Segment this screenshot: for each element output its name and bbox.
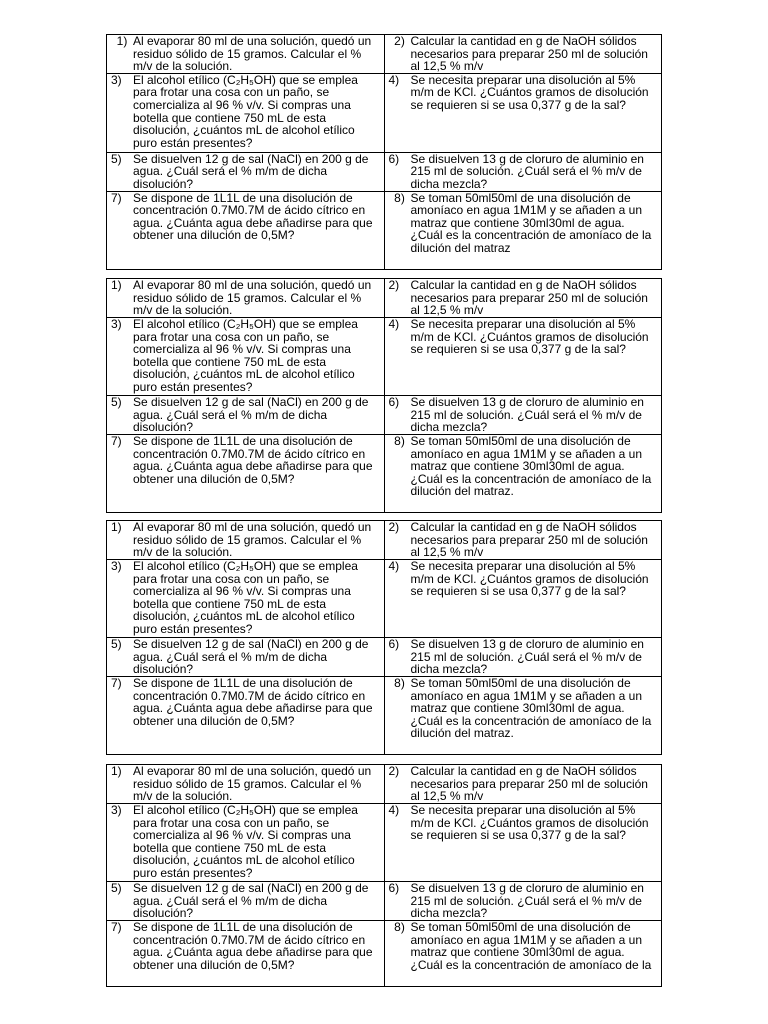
question-1-cell: [107, 521, 385, 560]
question-number: 6): [388, 881, 400, 895]
question-number: 8): [394, 191, 405, 205]
question-number: 3): [111, 803, 122, 817]
worksheet-block-1: [106, 34, 662, 270]
question-3-cell: [107, 73, 385, 152]
question-text: Se disuelven 13 g de cloruro de aluminio en 215 ml de solución. ¿Cuál será el % m/v de dicha mezcla?: [410, 152, 644, 191]
question-6-cell: [384, 882, 662, 921]
question-text: Se dispone de 1L1L de una disolución de concentración 0.7M0.7M de ácido cítrico en agua. ¿Cuánta agua debe añadirse para que obtener una dilución de 0,5M?: [133, 676, 373, 728]
question-text: Calcular la cantidad en g de NaOH sólidos necesarios para preparar 250 ml de solución al 12,5 % m/v: [410, 520, 648, 560]
question-4-cell: [384, 804, 662, 882]
question-text: Se necesita preparar una disolución al 5% m/m de KCl. ¿Cuántos gramos de disolución se requieren si se usa 0,377 g de la sal?: [410, 803, 649, 843]
worksheet-block-3: [106, 520, 662, 755]
question-text: Se necesita preparar una disolución al 5% m/m de KCl. ¿Cuántos gramos de disolución se requieren si se usa 0,377 g de la sal?: [410, 73, 649, 112]
question-number: 2): [388, 520, 400, 534]
question-text: Se toman 50ml50ml de una disolución de amoníaco en agua 1M1M y se añaden a un matraz que contiene 30ml30ml de agua. ¿Cuál es la concentración de amoníaco de la dilución del matraz.: [410, 434, 652, 499]
question-8-cell: [384, 435, 662, 513]
question-7-cell: [107, 677, 385, 755]
question-text: Se toman 50ml50ml de una disolución de amoníaco en agua 1M1M y se añaden a un matraz que contiene 30ml30ml de agua. ¿Cuál es la concentración de amoníaco de la dilución del matraz: [410, 191, 652, 255]
question-text: Se toman 50ml50ml de una disolución de amoníaco en agua 1M1M y se añaden a un matraz que contiene 30ml30ml de agua. ¿Cuál es la concentración de amoníaco de la: [410, 920, 652, 972]
question-text: Calcular la cantidad en g de NaOH sólidos necesarios para preparar 250 ml de solución al 12,5 % m/v: [410, 764, 648, 804]
question-number: 8): [394, 920, 405, 934]
question-number: 4): [388, 803, 400, 817]
question-number: 2): [388, 764, 400, 778]
question-text: Se disuelven 13 g de cloruro de aluminio en 215 ml de solución. ¿Cuál será el % m/v de dicha mezcla?: [410, 395, 644, 435]
question-text: Se necesita preparar una disolución al 5% m/m de KCl. ¿Cuántos gramos de disolución se requieren si se usa 0,377 g de la sal?: [410, 559, 649, 599]
question-number: 4): [388, 73, 400, 87]
question-number: 1): [111, 764, 122, 778]
question-number: 2): [388, 278, 400, 292]
question-text: Se disuelven 12 g de sal (NaCl) en 200 g de agua. ¿Cuál será el % m/m de dicha disolución?: [133, 881, 369, 921]
question-number: 3): [111, 559, 122, 573]
question-7-cell: [107, 921, 385, 987]
question-1-cell: [107, 35, 385, 74]
question-text: Se disuelven 13 g de cloruro de aluminio en 215 ml de solución. ¿Cuál será el % m/v de dicha mezcla?: [410, 637, 644, 677]
question-3-cell: [107, 804, 385, 882]
question-number: 8): [394, 676, 405, 690]
question-text: El alcohol etílico (C₂H₅OH) que se emplea para frotar una cosa con un paño, se comercializa al 96 % v/v. Si compras una botella que contiene 750 mL de esta disolución, ¿cuántos mL de alcohol etílico puro están presentes?: [133, 803, 358, 880]
question-text: El alcohol etílico (C₂H₅OH) que se emplea para frotar una cosa con un paño, se comercializa al 96 % v/v. Si compras una botella que contiene 750 mL de esta disolución, ¿cuántos mL de alcohol etílico puro están presentes?: [133, 73, 358, 150]
question-text: Al evaporar 80 ml de una solución, quedó un residuo sólido de 15 gramos. Calcular el % m/v de la solución.: [133, 34, 372, 74]
question-text: Al evaporar 80 ml de una solución, quedó un residuo sólido de 15 gramos. Calcular el % m/v de la solución.: [133, 764, 372, 804]
question-text: Se dispone de 1L1L de una disolución de concentración 0.7M0.7M de ácido cítrico en agua. ¿Cuánta agua debe añadirse para que obtener una dilución de 0,5M?: [133, 191, 373, 243]
question-1-cell: [107, 279, 385, 318]
question-1-cell: [107, 765, 385, 804]
question-number: 1): [111, 520, 122, 534]
question-5-cell: [107, 638, 385, 677]
question-number: 6): [388, 152, 400, 166]
question-5-cell: [107, 152, 385, 191]
question-number: 6): [388, 395, 400, 409]
question-3-cell: [107, 560, 385, 638]
question-text: El alcohol etílico (C₂H₅OH) que se emplea para frotar una cosa con un paño, se comercializa al 96 % v/v. Si compras una botella que contiene 750 mL de esta disolución, ¿cuántos mL de alcohol etílico puro están presentes?: [133, 559, 358, 636]
question-number: 5): [111, 395, 122, 409]
question-7-cell: [107, 435, 385, 513]
question-number: 7): [111, 920, 122, 934]
question-number: 1): [111, 278, 122, 292]
question-6-cell: [384, 152, 662, 191]
question-number: 6): [388, 637, 400, 651]
question-number: 5): [111, 881, 122, 895]
question-6-cell: [384, 396, 662, 435]
question-text: Calcular la cantidad en g de NaOH sólidos necesarios para preparar 250 ml de solución al 12,5 % m/v: [410, 278, 648, 318]
question-8-cell: [384, 191, 662, 269]
question-5-cell: [107, 396, 385, 435]
question-number: 4): [388, 317, 400, 331]
question-text: Al evaporar 80 ml de una solución, quedó un residuo sólido de 15 gramos. Calcular el % m/v de la solución.: [133, 278, 372, 318]
question-number: 2): [394, 34, 405, 48]
question-7-cell: [107, 191, 385, 269]
question-6-cell: [384, 638, 662, 677]
question-number: 8): [394, 434, 405, 448]
question-4-cell: [384, 318, 662, 396]
question-text: Calcular la cantidad en g de NaOH sólidos necesarios para preparar 250 ml de solución al 12,5 % m/v: [410, 34, 648, 74]
worksheet-block-4: [106, 764, 662, 987]
questions-table: [106, 278, 662, 513]
question-text: El alcohol etílico (C₂H₅OH) que se emplea para frotar una cosa con un paño, se comercializa al 96 % v/v. Si compras una botella que contiene 750 mL de esta disolución, ¿cuántos mL de alcohol etílico puro están presentes?: [133, 317, 358, 394]
question-number: 7): [111, 191, 122, 205]
question-text: Al evaporar 80 ml de una solución, quedó un residuo sólido de 15 gramos. Calcular el % m/v de la solución.: [133, 520, 372, 560]
question-text: Se disuelven 13 g de cloruro de aluminio en 215 ml de solución. ¿Cuál será el % m/v de dicha mezcla?: [410, 881, 644, 921]
question-5-cell: [107, 882, 385, 921]
question-number: 4): [388, 559, 400, 573]
question-number: 3): [111, 317, 122, 331]
question-2-cell: [384, 765, 662, 804]
question-2-cell: [384, 521, 662, 560]
question-number: 7): [111, 434, 122, 448]
questions-table: [106, 520, 662, 755]
question-8-cell: [384, 677, 662, 755]
worksheet-block-2: [106, 278, 662, 513]
question-text: Se disuelven 12 g de sal (NaCl) en 200 g de agua. ¿Cuál será el % m/m de dicha disolución?: [133, 395, 369, 435]
question-text: Se disuelven 12 g de sal (NaCl) en 200 g de agua. ¿Cuál será el % m/m de dicha disolución?: [133, 637, 369, 677]
question-number: 3): [111, 73, 122, 87]
question-number: 1): [116, 34, 128, 48]
question-8-cell: [384, 921, 662, 987]
question-2-cell: [384, 35, 662, 74]
question-2-cell: [384, 279, 662, 318]
question-number: 7): [111, 676, 122, 690]
question-text: Se toman 50ml50ml de una disolución de amoníaco en agua 1M1M y se añaden a un matraz que contiene 30ml30ml de agua. ¿Cuál es la concentración de amoníaco de la dilución del matraz.: [410, 676, 652, 741]
questions-table: [106, 34, 662, 270]
question-4-cell: [384, 560, 662, 638]
question-text: Se dispone de 1L1L de una disolución de concentración 0.7M0.7M de ácido cítrico en agua. ¿Cuánta agua debe añadirse para que obtener una dilución de 0,5M?: [133, 434, 373, 486]
question-text: Se dispone de 1L1L de una disolución de concentración 0.7M0.7M de ácido cítrico en agua. ¿Cuánta agua debe añadirse para que obtener una dilución de 0,5M?: [133, 920, 373, 972]
question-number: 5): [111, 637, 122, 651]
question-4-cell: [384, 73, 662, 152]
question-number: 5): [111, 152, 122, 166]
question-3-cell: [107, 318, 385, 396]
question-text: Se disuelven 12 g de sal (NaCl) en 200 g de agua. ¿Cuál será el % m/m de dicha disolución?: [133, 152, 369, 191]
question-text: Se necesita preparar una disolución al 5% m/m de KCl. ¿Cuántos gramos de disolución se requieren si se usa 0,377 g de la sal?: [410, 317, 649, 357]
questions-table: [106, 764, 662, 987]
